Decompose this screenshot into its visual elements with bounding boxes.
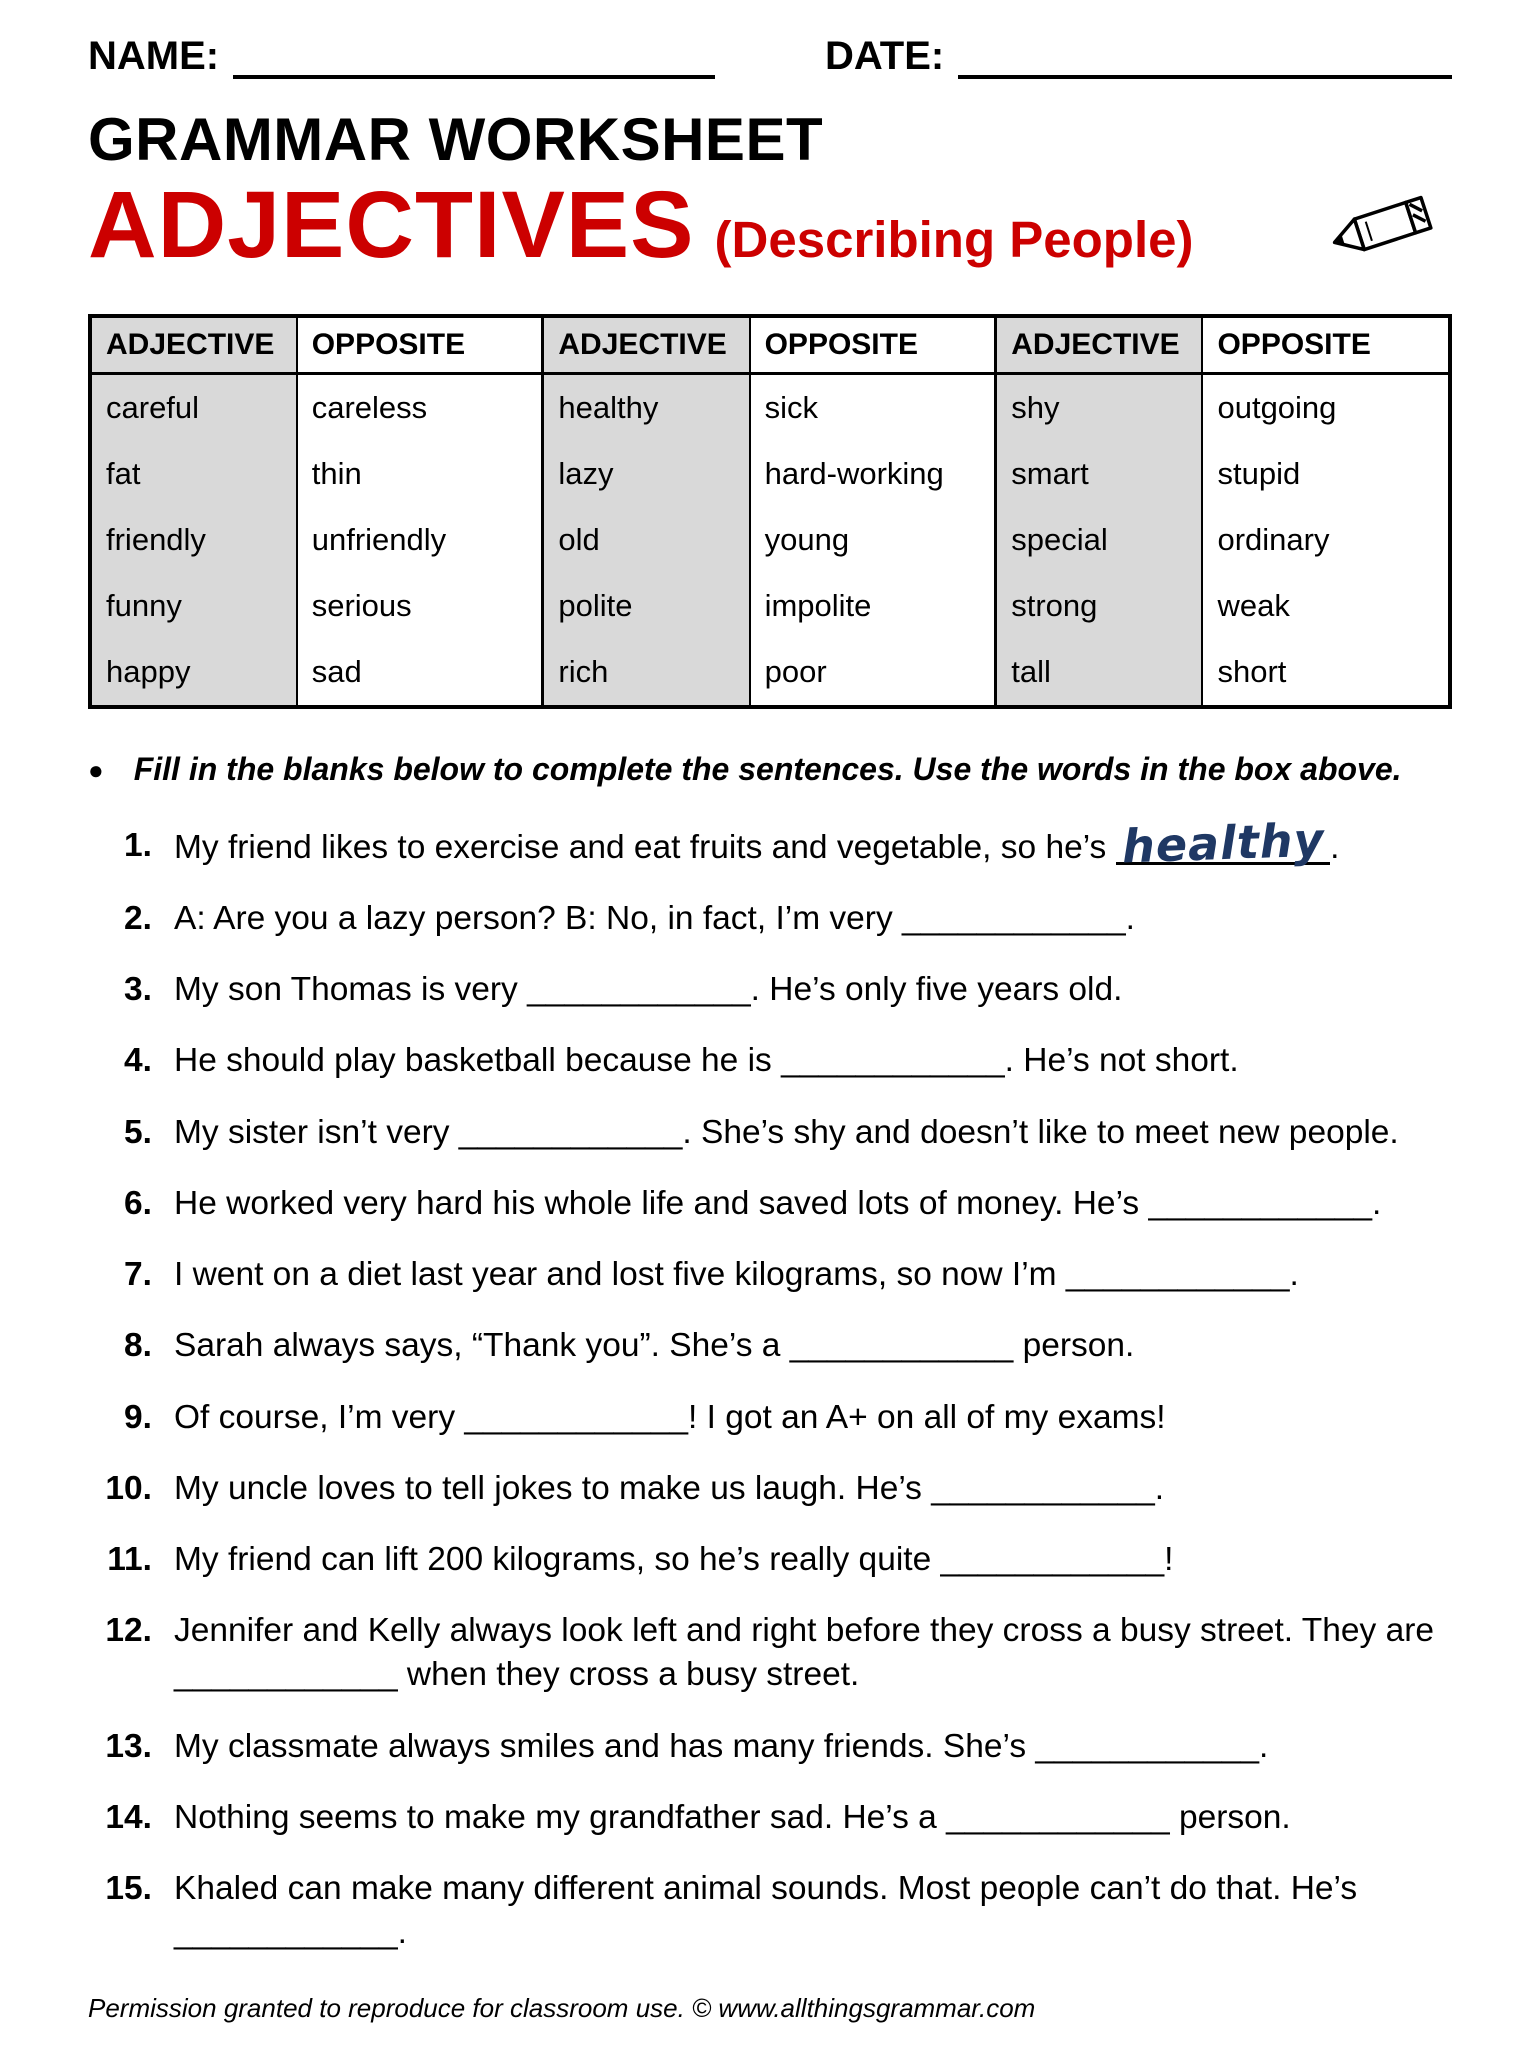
opposite-cell: serious (297, 573, 543, 639)
opposite-cell: careless (297, 373, 543, 441)
sentence-text: He worked very hard his whole life and saved lots of money. He’s ____________. (174, 1184, 1382, 1222)
sentence-list (88, 812, 1452, 1983)
sentence-text: He should play basketball because he is ____________. He’s not short. (174, 1042, 1239, 1080)
adjective-cell: careful (90, 373, 297, 441)
word-table-row (90, 573, 1450, 639)
instruction-row (88, 751, 1452, 790)
sentence-number: 15. (105, 1870, 152, 1908)
sentence-text: My classmate always smiles and has many friends. She’s ____________. (174, 1727, 1269, 1765)
worksheet-title: GRAMMAR WORKSHEET (88, 106, 824, 173)
sentence-text: Jennifer and Kelly always look left and right before they cross a busy street. They are ____________ when they cross a busy street. (174, 1612, 1435, 1694)
opposite-cell: outgoing (1202, 373, 1450, 441)
sentence-number: 14. (105, 1798, 152, 1836)
sentence-text: I went on a diet last year and lost five kilograms, so now I’m ____________. (174, 1256, 1299, 1294)
column-header-adjective: ADJECTIVE (90, 316, 297, 374)
name-blank-line[interactable] (233, 37, 715, 79)
sentence-item (88, 1039, 1452, 1083)
date-label: DATE: (825, 34, 945, 78)
opposite-cell: unfriendly (297, 507, 543, 573)
sentence-number: 7. (124, 1256, 152, 1294)
sentence-text: My friend can lift 200 kilograms, so he’s really quite ____________! (174, 1540, 1174, 1578)
sentence-text: My sister isn’t very ____________. She’s shy and doesn’t like to meet new people. (174, 1113, 1399, 1151)
sentence-number: 9. (124, 1398, 152, 1436)
opposite-cell: ordinary (1202, 507, 1450, 573)
sentence-text: My uncle loves to tell jokes to make us laugh. He’s ____________. (174, 1469, 1165, 1507)
adjective-cell: fat (90, 441, 297, 507)
word-table-row (90, 373, 1450, 441)
sentence-item (88, 1467, 1452, 1511)
sentence-text: Khaled can make many different animal sounds. Most people can’t do that. He’s ____________. (174, 1870, 1358, 1952)
sentence-item (88, 968, 1452, 1012)
sentence-text: Of course, I’m very ____________! I got an A+ on all of my exams! (174, 1398, 1166, 1436)
opposite-cell: sad (297, 639, 543, 707)
sentence-text-post: . (1330, 828, 1340, 866)
sentence-item (88, 1396, 1452, 1440)
word-table-body (90, 373, 1450, 707)
bullet-icon: ● (88, 754, 104, 785)
pencil-icon (1322, 184, 1448, 268)
column-header-adjective: ADJECTIVE (543, 316, 750, 374)
opposite-cell: weak (1202, 573, 1450, 639)
sentence-number: 1. (124, 826, 152, 864)
adjective-cell: shy (996, 373, 1203, 441)
sentence-item (88, 1111, 1452, 1155)
sentence-number: 11. (107, 1540, 152, 1578)
main-title-group (88, 172, 1194, 278)
adjective-cell: smart (996, 441, 1203, 507)
adjective-cell: strong (996, 573, 1203, 639)
adjective-cell: healthy (543, 373, 750, 441)
sentence-number: 2. (124, 899, 152, 937)
name-label: NAME: (88, 34, 220, 78)
name-date-row (88, 34, 1452, 79)
column-header-opposite: OPPOSITE (1202, 316, 1450, 374)
adjective-cell: special (996, 507, 1203, 573)
column-header-opposite: OPPOSITE (297, 316, 543, 374)
page-title: ADJECTIVES (88, 172, 695, 278)
sentence-number: 13. (105, 1727, 152, 1765)
sentence-item (88, 1538, 1452, 1582)
adjective-cell: funny (90, 573, 297, 639)
adjective-cell: old (543, 507, 750, 573)
main-title-row (88, 172, 1452, 278)
column-header-adjective: ADJECTIVE (996, 316, 1203, 374)
sentence-text: Nothing seems to make my grandfather sad. He’s a ____________ person. (174, 1798, 1291, 1836)
sentence-item (88, 1796, 1452, 1840)
opposite-cell: hard-working (750, 441, 996, 507)
name-field (88, 34, 715, 79)
sentence-item (88, 897, 1452, 941)
page-subtitle: (Describing People) (714, 211, 1194, 268)
date-blank-line[interactable] (958, 37, 1452, 79)
sentence-item (88, 1609, 1452, 1697)
sentence-item (88, 1725, 1452, 1769)
sentence-number: 3. (124, 971, 152, 1009)
answer-blank[interactable] (1116, 812, 1330, 874)
sentence-item (88, 1867, 1452, 1955)
footer-text: Permission granted to reproduce for classroom use. © www.allthingsgrammar.com (88, 1993, 1036, 2023)
adjective-cell: lazy (543, 441, 750, 507)
column-header-opposite: OPPOSITE (750, 316, 996, 374)
sentence-number: 4. (124, 1042, 152, 1080)
sentence-number: 12. (105, 1612, 152, 1650)
word-table-header-row (90, 316, 1450, 374)
sentence-text: My son Thomas is very ____________. He’s only five years old. (174, 971, 1123, 1009)
opposite-cell: young (750, 507, 996, 573)
sentence-number: 8. (124, 1327, 152, 1365)
word-table-row (90, 441, 1450, 507)
sentence-number: 6. (124, 1184, 152, 1222)
sentence-item (88, 812, 1452, 874)
adjective-cell: rich (543, 639, 750, 707)
adjective-cell: happy (90, 639, 297, 707)
sentence-number: 10. (105, 1469, 152, 1507)
adjective-cell: polite (543, 573, 750, 639)
opposite-cell: short (1202, 639, 1450, 707)
opposite-cell: sick (750, 373, 996, 441)
sentence-number: 5. (124, 1113, 152, 1151)
sentence-text: A: Are you a lazy person? B: No, in fact, I’m very ____________. (174, 899, 1135, 937)
adjective-cell: tall (996, 639, 1203, 707)
opposite-cell: thin (297, 441, 543, 507)
instruction-text: Fill in the blanks below to complete the sentences. Use the words in the box above. (133, 750, 1402, 787)
opposite-cell: impolite (750, 573, 996, 639)
sentence-item (88, 1182, 1452, 1226)
word-table-row (90, 507, 1450, 573)
date-field (825, 34, 1452, 79)
word-table (88, 314, 1452, 709)
sentence-text (174, 812, 1452, 874)
sentence-text: Sarah always says, “Thank you”. She’s a ____________ person. (174, 1327, 1135, 1365)
handwritten-answer: healthy (1120, 812, 1326, 874)
sentence-text-pre: My friend likes to exercise and eat fruits and vegetable, so he’s (174, 828, 1116, 866)
opposite-cell: stupid (1202, 441, 1450, 507)
sentence-item (88, 1324, 1452, 1368)
sentence-item (88, 1253, 1452, 1297)
word-table-row (90, 639, 1450, 707)
opposite-cell: poor (750, 639, 996, 707)
adjective-cell: friendly (90, 507, 297, 573)
